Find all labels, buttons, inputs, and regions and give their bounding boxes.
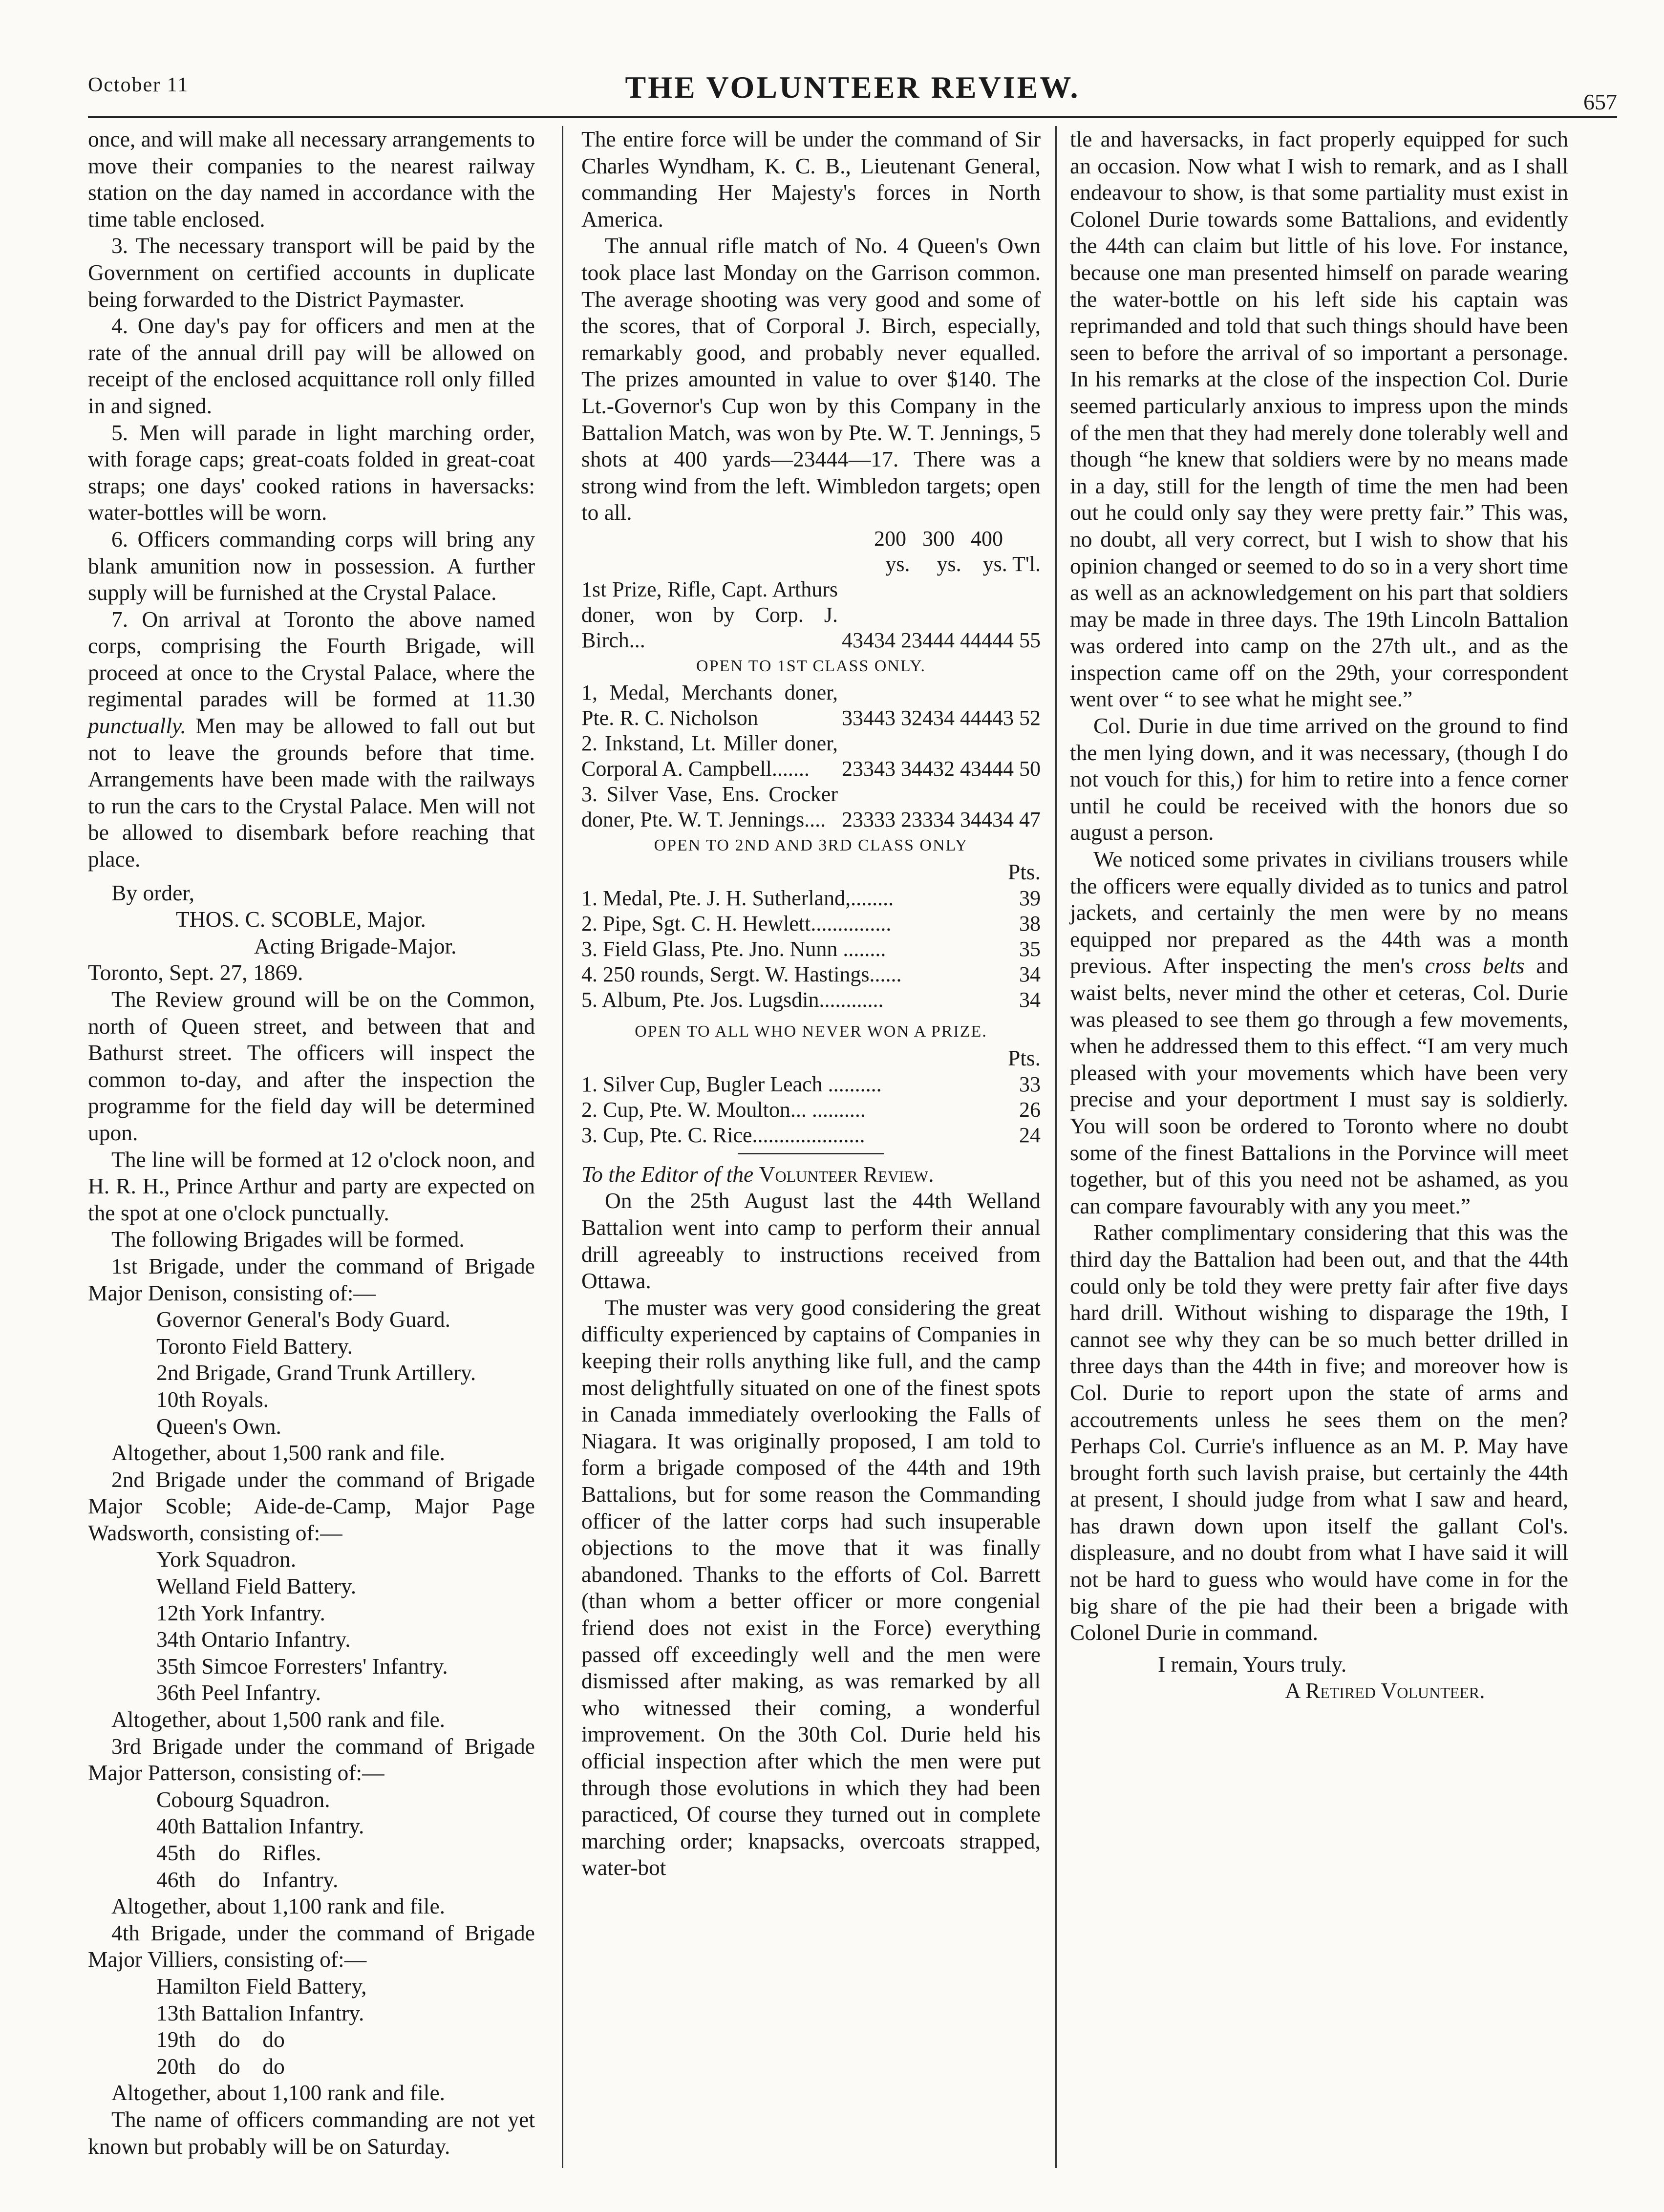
table-row	[581, 987, 1041, 1013]
paragraph: Col. Durie in due time arrived on the ground to find the men lying down, and it was necessary, (though I do not vouch for this,) for him to retire into a fence corner until he could be received with the honors due so august a person.	[1070, 713, 1568, 845]
prize-label: 5. Album, Pte. Jos. Lugsdin............	[581, 987, 884, 1012]
by-order: By order,	[111, 880, 195, 905]
brigade-heading: 3rd Brigade under the command of Brigade Major Patterson, consisting of:—	[88, 1733, 535, 1786]
unit-item: Governor General's Body Guard.	[156, 1307, 451, 1332]
table-row	[581, 577, 1041, 653]
header-cell: ys.	[937, 552, 961, 576]
unit-item: 34th Ontario Infantry.	[156, 1627, 351, 1652]
header-rule	[88, 116, 1617, 118]
prize-scores: 23343 34432 43444 50	[842, 756, 1041, 781]
unit-item: Welland Field Battery.	[156, 1574, 357, 1599]
brigade-total: Altogether, about 1,100 rank and file.	[111, 1893, 446, 1919]
prize-label: 4. 250 rounds, Sergt. W. Hastings......	[581, 962, 902, 986]
prize-points: 34	[1019, 962, 1041, 986]
unit-item: 40th Battalion Infantry.	[156, 1813, 364, 1839]
signature-title: Acting Brigade-Major.	[254, 933, 457, 958]
column-3	[1070, 126, 1568, 1704]
table-row	[581, 1097, 1041, 1123]
paragraph: The annual rifle match of No. 4 Queen's Own took place last Monday on the Garrison common. The average shooting was very good and some of the scores, that of Corporal J. Birch, especially, remarkably good, and probably never equalled. The prizes amounted in value to over $140. The Lt.-Governor's Cup won by this Company in the Battalion Match, was won by Pte. W. T. Jennings, 5 shots at 400 yards—23444—17. There was a strong wind from the left. Wimbledon targets; open to all.	[581, 233, 1041, 525]
prize-label: 3. Cup, Pte. C. Rice.....................	[581, 1123, 865, 1147]
prize-label: 1, Medal, Merchants doner, Pte. R. C. Nicholson	[581, 680, 838, 730]
prize-label: 1. Medal, Pte. J. H. Sutherland,........	[581, 886, 894, 910]
closing: I remain, Yours truly.	[1158, 1651, 1347, 1677]
unit-item: 2nd Brigade, Grand Trunk Artillery.	[156, 1360, 476, 1385]
small-caps-run: Volunteer Review.	[759, 1161, 934, 1187]
prize-label: 3. Field Glass, Pte. Jno. Nunn ........	[581, 936, 886, 961]
column-divider-1	[562, 126, 563, 2168]
text-run: 7. On arrival at Toronto the above named corps, comprising the Fourth Brigade, will proceed at once to the Crystal Palace, where the regimental parades will be formed at 11.30	[88, 606, 535, 712]
paragraph: 5. Men will parade in light marching order, with forage caps; great-coats folded in great-coat straps; one days' cooked rations in haversacks: water-bottles will be worn.	[88, 420, 535, 525]
table-row	[581, 962, 1041, 987]
brigade-heading: 4th Brigade, under the command of Brigade Major Villiers, consisting of:—	[88, 1920, 535, 1972]
paragraph: tle and haversacks, in fact properly equipped for such an occasion. Now what I wish to remark, and as I shall endeavour to show, is that some partiality must exist in Colonel Durie towards some Battalions, and evidently the 44th can claim but little of his love. For instance, because one man presented himself on parade wearing the water-bottle on his left side his captain was reprimanded and told that such things should have been seen to before the arrival of so important a personage. In his remarks at the close of the inspection Col. Durie seemed particularly anxious to impress upon the minds of the men that they had merely done tolerably well and though “he knew that soldiers were by no means made in a day, still for the length of time the men had been out he could only say they were pretty fair.” This was, no doubt, all very correct, but I wish to show that his opinion changed or seemed to do so in a very short time as well as an acknowledgement on his part that soldiers may be made in three days. The 19th Lincoln Battalion was ordered into camp on the 27th ult., and as the inspection came off on the 29th, your correspondent went over “ to see what he might see.”	[1070, 127, 1568, 712]
points-table	[581, 886, 1041, 1013]
unit-item: 13th Battalion Infantry.	[156, 2000, 364, 2025]
paragraph: On the 25th August last the 44th Welland Battalion went into camp to perform their annual drill agreeably to instructions received from Ottawa.	[581, 1188, 1041, 1294]
text-run: We noticed some privates in civilians trousers while the officers were equally divided as to tunics and patrol jackets, and certainly the men were by no means equipped nor prepared as the 44th was a month previous. After inspecting the men's	[1070, 847, 1568, 978]
section-heading: OPEN TO 2ND AND 3RD CLASS ONLY	[654, 836, 968, 854]
paragraph: Rather complimentary considering that this was the third day the Battalion had been out, and that the 44th could only be told they were pretty fair after five days hard drill. Without wishing to disparage the 19th, I cannot see why they can be so much better drilled in three days than the 44th in five; and moreover how is Col. Durie to report upon the state of arms and accoutrements unless he sees them on the men? Perhaps Col. Currie's influence as an M. P. May have brought forth such lavish praise, but certainly the 44th at present, I should judge from what I saw and heard, has drawn down upon itself the gallant Col's. displeasure, and no doubt from what I have said it will not be hard to guess who would have come in for the big share of the pie had their been a brigade with Colonel Durie in command.	[1070, 1220, 1568, 1645]
prize-label: 1. Silver Cup, Bugler Leach ..........	[581, 1072, 882, 1096]
prize-points: 39	[1019, 886, 1041, 910]
prize-scores: 43434 23444 44444 55	[842, 628, 1041, 652]
points-header: Pts.	[1007, 1045, 1041, 1071]
prize-points: 33	[1019, 1072, 1041, 1096]
letter-heading	[581, 1161, 1041, 1188]
paragraph: 6. Officers commanding corps will bring any blank amunition now in possession. A further supply will be furnished at the Crystal Palace.	[88, 526, 535, 605]
paragraph: 3. The necessary transport will be paid by the Government on certified accounts in duplicate being forwarded to the District Paymaster.	[88, 233, 535, 312]
prize-label: 2. Cup, Pte. W. Moulton... ..........	[581, 1097, 866, 1122]
page-number: 657	[1583, 89, 1617, 114]
table-header	[581, 552, 1041, 577]
column-2	[581, 126, 1041, 1881]
header-cell: ys. T'l.	[982, 552, 1041, 576]
dateline: Toronto, Sept. 27, 1869.	[88, 960, 303, 985]
prize-label: 1st Prize, Rifle, Capt. Arthurs doner, won by Corp. J. Birch...	[581, 577, 838, 652]
unit-item: 46th do Infantry.	[156, 1867, 339, 1892]
unit-item: Toronto Field Battery.	[156, 1333, 353, 1359]
unit-item: Cobourg Squadron.	[156, 1787, 330, 1812]
header-cell: 300	[922, 526, 955, 551]
header-date: October 11	[88, 74, 189, 96]
section-heading: OPEN TO ALL WHO NEVER WON A PRIZE.	[635, 1022, 987, 1041]
unit-item: 19th do do	[156, 2027, 285, 2052]
section-rule	[738, 1153, 884, 1154]
brigade-total: Altogether, about 1,100 rank and file.	[111, 2080, 446, 2106]
page-header	[88, 64, 1617, 122]
points-header: Pts.	[1007, 859, 1041, 885]
prize-points: 26	[1019, 1097, 1041, 1122]
prize-label: 2. Inkstand, Lt. Miller doner, Corporal A. Campbell.......	[581, 731, 838, 781]
score-table	[581, 680, 1041, 832]
unit-item: 10th Royals.	[156, 1386, 269, 1412]
header-cell: 200	[874, 526, 906, 551]
unit-item: York Squadron.	[156, 1547, 297, 1572]
italic-run: cross belts	[1425, 953, 1525, 978]
paragraph: once, and will make all necessary arrangements to move their companies to the nearest railway station on the day named in accordance with the time table enclosed.	[88, 127, 535, 232]
score-table	[581, 577, 1041, 653]
table-header	[581, 526, 1041, 552]
paragraph	[1070, 846, 1568, 1219]
section-heading: OPEN TO 1ST CLASS ONLY.	[696, 657, 926, 675]
paragraph	[88, 606, 535, 873]
column-1	[88, 126, 535, 2160]
paragraph: The muster was very good considering the great difficulty experienced by captains of Companies in keeping their rolls anything like full, and the camp most delightfully situated on one of the finest spots in Canada immediately overlooking the Falls of Niagara. It was originally proposed, I am told to form a brigade composed of the 44th and 19th Battalions, but for some reason the Commanding officer of the latter corps had such insuperable objections to the move that it was finally abandoned. Thanks to the efforts of Col. Barrett (than whom a better officer or more congenial friend does not exist in the Force) everything passed off exceedingly well and the men were dismissed after making, as was remarked by all who witnessed their coming, a wonderful improvement. On the 30th Col. Durie held his official inspection after which the men were put through those evolutions in which they had been paracticed, Of course they turned out in complete marching order; knapsacks, overcoats strapped, water-bot	[581, 1295, 1041, 1880]
table-row	[581, 911, 1041, 936]
brigade-heading: 2nd Brigade under the command of Brigade Major Scoble; Aide-de-Camp, Major Page Wadsworth, consisting of:—	[88, 1467, 535, 1545]
signature-name: THOS. C. SCOBLE, Major.	[176, 907, 426, 932]
prize-points: 34	[1019, 987, 1041, 1012]
text-run: and waist belts, never mind the other et ceteras, Col. Durie was pleased to see them go through a few movements, when he addressed them to this effect. “I am very much pleased with your movements which have been very precise and your deportment I must say is soldierly. You will soon be ordered to Toronto where no doubt some of the finest Battalions in the Porvince will meet together, but of this you need not be ashamed, as you can compare favourably with any you meet.”	[1070, 953, 1568, 1218]
table-row	[581, 886, 1041, 911]
score-table	[581, 526, 1041, 577]
paragraph: The Review ground will be on the Common, north of Queen street, and between that and Bathurst street. The officers will inspect the common to-day, and after the inspection the programme for the field day will be determined upon.	[88, 987, 535, 1145]
paragraph: 4. One day's pay for officers and men at the rate of the annual drill pay will be allowed on receipt of the enclosed acquittance roll only filled in and signed.	[88, 313, 535, 418]
unit-item: 20th do do	[156, 2053, 285, 2079]
paragraph: The entire force will be under the command of Sir Charles Wyndham, K. C. B., Lieutenant General, commanding Her Majesty's forces in North America.	[581, 127, 1041, 232]
table-row	[581, 680, 1041, 731]
table-row	[581, 1123, 1041, 1148]
points-table	[581, 1072, 1041, 1148]
italic-run: To the Editor of the	[581, 1161, 759, 1187]
table-row	[581, 782, 1041, 832]
brigade-total: Altogether, about 1,500 rank and file.	[111, 1440, 446, 1466]
prize-label: 2. Pipe, Sgt. C. H. Hewlett...............	[581, 911, 892, 936]
text-run: Men may be allowed to fall out but not to leave the grounds before that time. Arrangements have been made with the railways to run the cars to the Crystal Palace. Men will not be allowed to disembark before reaching that place.	[88, 713, 535, 872]
prize-scores: 23333 23334 34434 47	[842, 807, 1041, 831]
brigade-heading: 1st Brigade, under the command of Brigade Major Denison, consisting of:—	[88, 1253, 535, 1305]
prize-points: 24	[1019, 1123, 1041, 1147]
table-row	[581, 936, 1041, 962]
prize-points: 35	[1019, 936, 1041, 961]
italic-run: punctually.	[88, 713, 186, 739]
prize-label: 3. Silver Vase, Ens. Crocker doner, Pte. W. T. Jennings....	[581, 782, 838, 831]
paragraph: The following Brigades will be formed.	[111, 1227, 465, 1252]
paragraph: The name of officers commanding are not yet known but probably will be on Saturday.	[88, 2106, 535, 2159]
prize-points: 38	[1019, 911, 1041, 936]
unit-item: 36th Peel Infantry.	[156, 1680, 321, 1705]
unit-item: 35th Simcoe Forresters' Infantry.	[156, 1653, 448, 1679]
masthead-title: THE VOLUNTEER REVIEW.	[625, 70, 1080, 105]
column-divider-2	[1055, 126, 1057, 2168]
letter-signature: A Retired Volunteer.	[1285, 1678, 1485, 1703]
paragraph: The line will be formed at 12 o'clock noon, and H. R. H., Prince Arthur and party are expected on the spot at one o'clock punctually.	[88, 1147, 535, 1225]
unit-item: 45th do Rifles.	[156, 1840, 321, 1865]
header-cell: ys.	[885, 552, 910, 576]
brigade-total: Altogether, about 1,500 rank and file.	[111, 1707, 446, 1732]
unit-item: 12th York Infantry.	[156, 1600, 325, 1625]
unit-item: Hamilton Field Battery,	[156, 1973, 367, 1999]
unit-item: Queen's Own.	[156, 1413, 281, 1439]
table-row	[581, 1072, 1041, 1097]
header-cell: 400	[971, 526, 1003, 551]
table-row	[581, 731, 1041, 782]
prize-scores: 33443 32434 44443 52	[842, 705, 1041, 730]
